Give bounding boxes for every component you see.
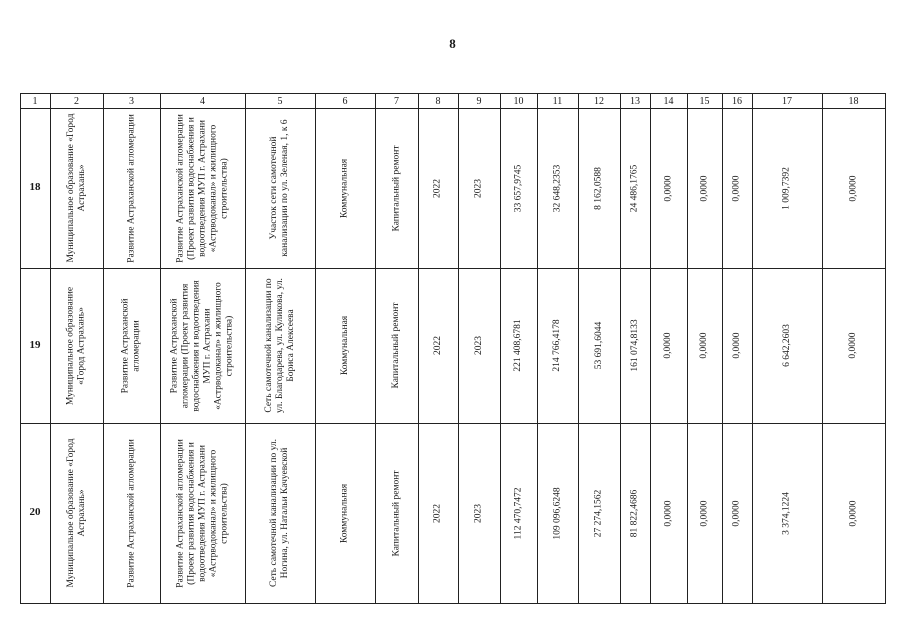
- cell-text: Коммунальная: [339, 483, 350, 543]
- municipality-cell: [50, 268, 103, 423]
- end-year-cell: [458, 268, 500, 423]
- cell-text: 0,0000: [731, 332, 742, 359]
- col-15-cell: [687, 268, 722, 423]
- col-12-cell: [578, 423, 620, 603]
- object-cell: [245, 268, 315, 423]
- col-15-cell: [687, 423, 722, 603]
- cell-text: 0,0000: [663, 499, 673, 527]
- project-cell: [160, 423, 245, 603]
- work-type-cell: [375, 108, 418, 268]
- col-17-cell: [752, 423, 822, 603]
- col-12-cell: [578, 108, 620, 268]
- cell-text: 221 408,6781: [513, 319, 523, 372]
- col-17-cell: [752, 108, 822, 268]
- object-cell: [245, 108, 315, 268]
- cell-text: 0,0000: [663, 174, 673, 202]
- col-12-cell: [578, 268, 620, 423]
- col-15-cell: [687, 108, 722, 268]
- col-14-cell: [650, 268, 687, 423]
- table-column-rule: [885, 93, 886, 603]
- row-number: 20: [29, 506, 41, 518]
- col-13-cell: [620, 108, 650, 268]
- cell-text: 81 822,4686: [629, 489, 640, 537]
- cell-text: Сеть самотечной канализации по ул. Ногина, ул. Натальи Качуевской: [269, 438, 290, 588]
- row-number: 18: [29, 181, 41, 193]
- column-header-11: 11: [552, 96, 563, 107]
- cell-text: 0,0000: [848, 499, 858, 527]
- cell-text: Муниципальное образование «Город Астрахань»: [65, 286, 87, 405]
- column-header-16: 16: [732, 96, 742, 107]
- program-cell: [103, 108, 160, 268]
- column-header-6: 6: [342, 96, 348, 107]
- cell-text: 0,0000: [731, 174, 742, 202]
- column-header-5: 5: [277, 96, 283, 107]
- cell-text: Коммунальная: [339, 315, 350, 376]
- cell-text: 0,0000: [663, 332, 673, 359]
- end-year-cell: [458, 108, 500, 268]
- column-header-2: 2: [74, 96, 79, 107]
- cell-text: 27 274,1562: [593, 489, 604, 537]
- cell-text: 161 074,8133: [629, 319, 640, 372]
- col-18-cell: [822, 268, 885, 423]
- cell-text: Коммунальная: [339, 158, 350, 218]
- col-11-cell: [537, 268, 578, 423]
- cell-text: Муниципальное образование «Город Астрахань»: [65, 113, 87, 263]
- col-13-cell: [620, 423, 650, 603]
- cell-text: Участок сети самотечной канализации по ул. Зеленая, 1, к 6: [269, 119, 290, 257]
- column-header-15: 15: [699, 96, 710, 107]
- col-17-cell: [752, 268, 822, 423]
- col-16-cell: [722, 423, 752, 603]
- total-cost-cell: [500, 108, 537, 268]
- cell-text: 2023: [473, 503, 484, 523]
- cell-text: 6 642,2603: [781, 324, 792, 367]
- cell-text: Развитие Астраханской агломерации (Проект развития водоснабжения и водоотведения МУП г. Астрахани «Астрводоканал» и жилищного строительства): [175, 438, 229, 588]
- cell-text: Капитальный ремонт: [391, 145, 401, 232]
- cell-text: 0,0000: [848, 332, 858, 359]
- cell-text: 53 691,6044: [593, 321, 604, 370]
- cell-text: 0,0000: [699, 174, 709, 202]
- cell-text: 2022: [432, 503, 443, 523]
- cell-text: Капитальный ремонт: [391, 302, 401, 389]
- cell-text: 32 648,2353: [552, 164, 562, 212]
- col-13-cell: [620, 268, 650, 423]
- program-cell: [103, 268, 160, 423]
- column-header-10: 10: [513, 96, 524, 107]
- col-16-cell: [722, 108, 752, 268]
- cell-text: Развитие Астраханской агломерации: [126, 438, 136, 588]
- column-header-8: 8: [435, 96, 441, 107]
- type-cell: [315, 268, 375, 423]
- total-cost-cell: [500, 423, 537, 603]
- column-header-13: 13: [630, 96, 640, 107]
- cell-text: Развитие Астраханской агломерации: [120, 298, 142, 393]
- page-number: 8: [449, 36, 456, 51]
- cell-text: Развитие Астраханской агломерации (Проект развития водоснабжения и водоотведения МУП г. Астрахани «Астрводоканал» и жилищного строительства): [169, 279, 235, 412]
- cell-text: 24 486,1765: [629, 164, 640, 212]
- object-cell: [245, 423, 315, 603]
- column-header-12: 12: [594, 96, 604, 107]
- col-16-cell: [722, 268, 752, 423]
- column-header-14: 14: [663, 96, 674, 107]
- col-18-cell: [822, 423, 885, 603]
- cell-text: 109 096,6248: [552, 486, 562, 540]
- col-14-cell: [650, 423, 687, 603]
- cell-text: 2022: [432, 178, 443, 198]
- col-11-cell: [537, 108, 578, 268]
- municipality-cell: [50, 423, 103, 603]
- column-header-18: 18: [848, 96, 859, 107]
- col-18-cell: [822, 108, 885, 268]
- table-row-rule: [20, 93, 886, 94]
- cell-text: 0,0000: [699, 332, 709, 359]
- column-header-3: 3: [129, 96, 134, 107]
- column-header-7: 7: [394, 96, 399, 107]
- cell-text: 2023: [473, 178, 484, 198]
- cell-text: 2023: [473, 336, 484, 355]
- row-number: 19: [29, 338, 41, 351]
- cell-text: 0,0000: [699, 499, 709, 527]
- column-header-1: 1: [32, 96, 38, 107]
- cell-text: Развитие Астраханской агломерации: [126, 113, 136, 263]
- type-cell: [315, 108, 375, 268]
- start-year-cell: [418, 108, 458, 268]
- work-type-cell: [375, 423, 418, 603]
- cell-text: 0,0000: [848, 174, 858, 202]
- cell-text: Капитальный ремонт: [391, 470, 401, 557]
- col-11-cell: [537, 423, 578, 603]
- cell-text: 2022: [432, 336, 443, 355]
- cell-text: 33 657,9745: [513, 164, 523, 212]
- type-cell: [315, 423, 375, 603]
- cell-text: Муниципальное образование «Город Астрахань»: [65, 438, 87, 588]
- column-header-9: 9: [476, 96, 482, 107]
- cell-text: 8 162,0588: [593, 166, 604, 210]
- project-cell: [160, 108, 245, 268]
- column-header-4: 4: [200, 96, 205, 107]
- col-14-cell: [650, 108, 687, 268]
- cell-text: Развитие Астраханской агломерации (Проект развития водоснабжения и водоотведения МУП г. Астрахани «Астрводоканал» и жилищного строительства): [175, 113, 229, 263]
- start-year-cell: [418, 423, 458, 603]
- end-year-cell: [458, 423, 500, 603]
- start-year-cell: [418, 268, 458, 423]
- work-type-cell: [375, 268, 418, 423]
- project-cell: [160, 268, 245, 423]
- cell-text: 1 009,7392: [781, 166, 792, 210]
- municipality-cell: [50, 108, 103, 268]
- total-cost-cell: [500, 268, 537, 423]
- program-cell: [103, 423, 160, 603]
- cell-text: 112 470,7472: [513, 487, 523, 539]
- cell-text: 0,0000: [731, 499, 742, 527]
- cell-text: 214 766,4178: [552, 319, 562, 372]
- column-header-17: 17: [782, 96, 792, 107]
- cell-text: Сеть самотечной канализации по ул. Благодарева, ул. Куликова, ул. Бориса Алексеева: [263, 278, 296, 413]
- table-row-rule: [20, 603, 886, 604]
- cell-text: 3 374,1224: [781, 491, 792, 535]
